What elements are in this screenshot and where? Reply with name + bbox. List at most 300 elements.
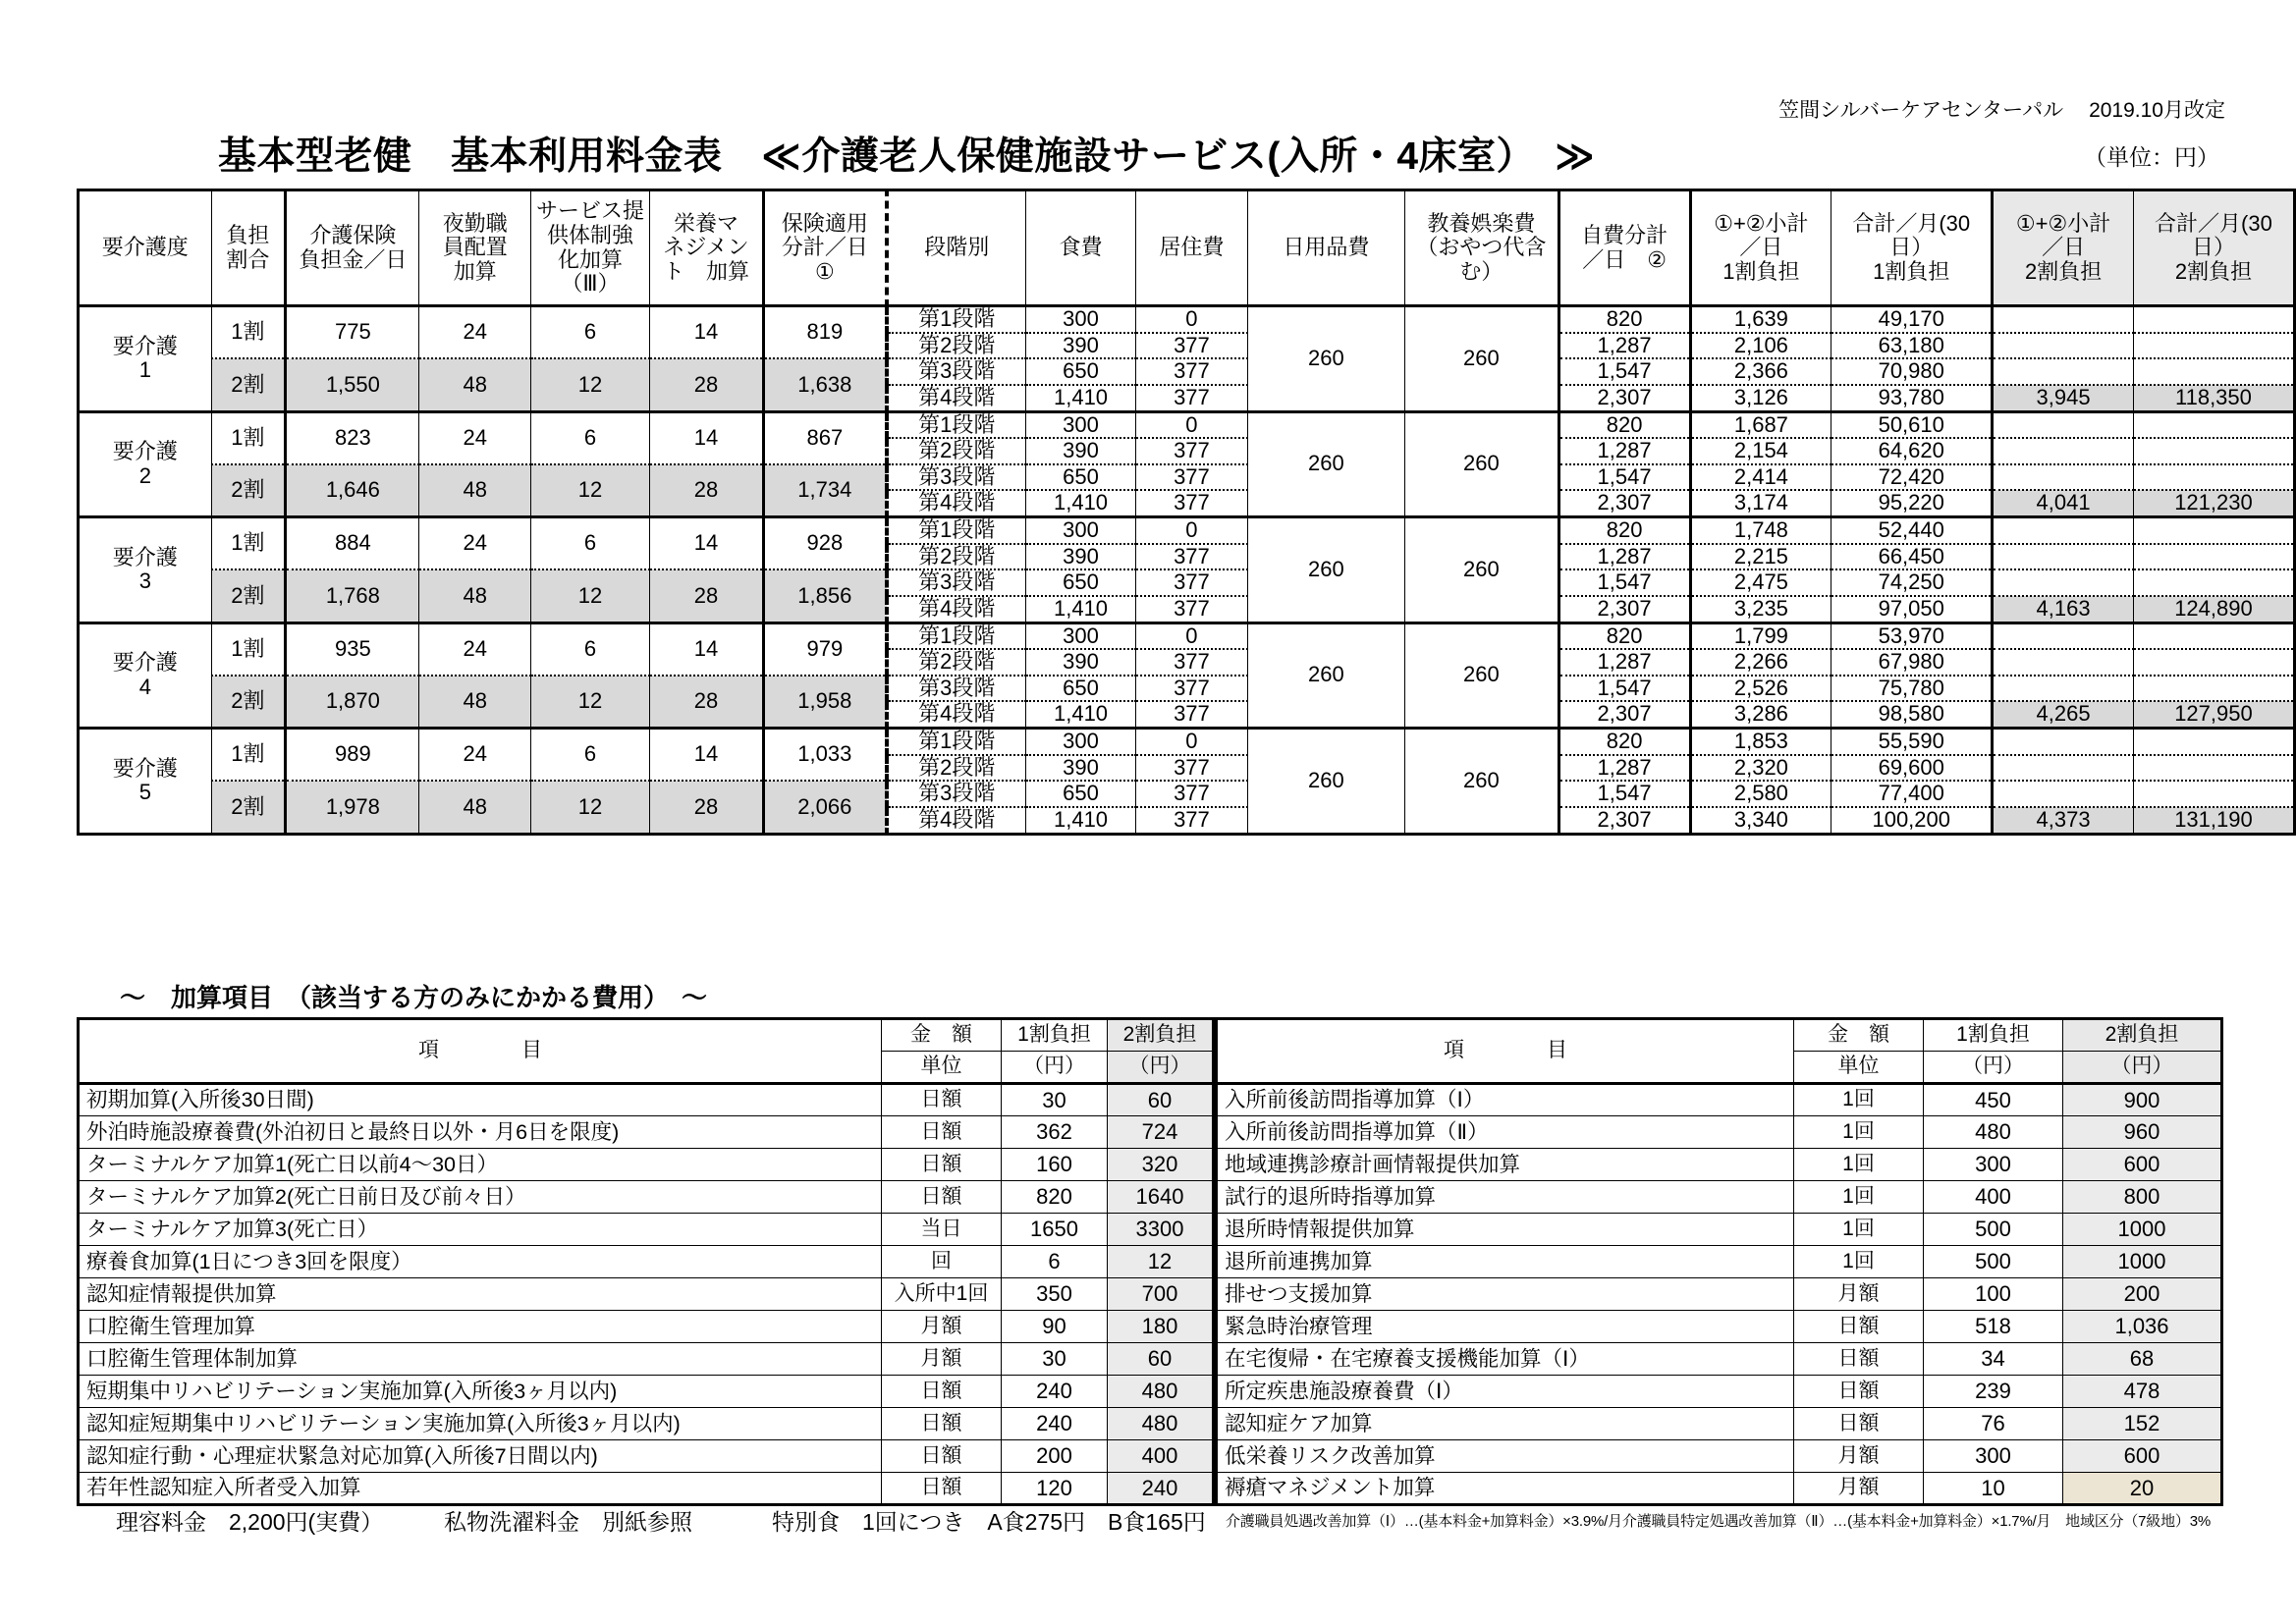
nutrition-fee-cell: 14 xyxy=(650,411,764,464)
insurance-fee-cell: 1,646 xyxy=(286,464,419,517)
addendum-left-header xyxy=(79,1019,1214,1084)
table-row xyxy=(79,569,2295,596)
addendum-right-col-amount: 金 額 xyxy=(1794,1019,1924,1052)
insured-subtotal-cell: 2,066 xyxy=(764,781,887,834)
left-addendum-rate2-value: 180 xyxy=(1108,1311,1214,1343)
left-addendum-rate2-value: 724 xyxy=(1108,1116,1214,1149)
col-burden-rate: 負担 割合 xyxy=(211,190,286,306)
insurance-fee-cell: 989 xyxy=(286,729,419,782)
col-care-level: 要介護度 xyxy=(79,190,212,306)
nutrition-fee-cell: 28 xyxy=(650,676,764,729)
service-iii-fee-cell: 6 xyxy=(530,729,649,782)
table-row xyxy=(79,517,2295,544)
care-level-cell: 要介護 2 xyxy=(79,411,212,517)
insured-subtotal-cell: 979 xyxy=(764,623,887,676)
monthly-1wari-cell: 64,620 xyxy=(1831,438,1993,464)
left-addendum-rate1-value: 90 xyxy=(1002,1311,1108,1343)
meal-fee-cell: 650 xyxy=(1025,569,1135,596)
recreation-fee-cell: 260 xyxy=(1405,729,1558,835)
residence-fee-cell: 377 xyxy=(1136,544,1248,570)
table-row xyxy=(79,464,2295,491)
recreation-fee-cell: 260 xyxy=(1405,517,1558,623)
burden-rate-cell: 1割 xyxy=(211,517,286,570)
selfpay-subtotal-cell: 1,287 xyxy=(1558,755,1690,782)
right-addendum-rate2-value: 152 xyxy=(2063,1408,2222,1440)
monthly-1wari-cell: 49,170 xyxy=(1831,306,1993,333)
meal-fee-cell: 390 xyxy=(1025,544,1135,570)
left-addendum-item-name: 外泊時施設療養費(外泊初日と最終日以外・月6日を限度) xyxy=(79,1116,882,1149)
monthly-2wari-cell: 121,230 xyxy=(2133,490,2294,516)
left-addendum-item-name: ターミナルケア加算1(死亡日以前4〜30日） xyxy=(79,1149,882,1181)
selfpay-subtotal-cell: 1,287 xyxy=(1558,333,1690,359)
col-monthly-2wari: 合計／月(30 日） 2割負担 xyxy=(2133,190,2294,306)
left-addendum-rate2-value: 12 xyxy=(1108,1246,1214,1278)
service-iii-fee-cell: 6 xyxy=(530,411,649,464)
right-addendum-unit: 日額 xyxy=(1794,1343,1924,1376)
left-addendum-unit: 当日 xyxy=(882,1214,1002,1246)
subtotal-2wari-cell xyxy=(1993,623,2134,649)
left-addendum-unit: 回 xyxy=(882,1246,1002,1278)
monthly-1wari-cell: 55,590 xyxy=(1831,729,1993,755)
subtotal-2wari-cell xyxy=(1993,358,2134,385)
subtotal-1wari-cell: 2,475 xyxy=(1690,569,1831,596)
addendum-table-right xyxy=(1215,1017,2223,1506)
monthly-1wari-cell: 66,450 xyxy=(1831,544,1993,570)
insurance-fee-cell: 823 xyxy=(286,411,419,464)
residence-fee-cell: 377 xyxy=(1136,464,1248,491)
right-addendum-unit: 月額 xyxy=(1794,1473,1924,1505)
stage-label-cell: 第4段階 xyxy=(887,385,1026,411)
meal-fee-cell: 650 xyxy=(1025,676,1135,702)
monthly-2wari-cell xyxy=(2133,649,2294,676)
left-addendum-rate2-value: 60 xyxy=(1108,1343,1214,1376)
subtotal-2wari-cell xyxy=(1993,411,2134,438)
meal-fee-cell: 300 xyxy=(1025,517,1135,544)
insured-subtotal-cell: 1,033 xyxy=(764,729,887,782)
residence-fee-cell: 0 xyxy=(1136,517,1248,544)
col-daily-goods: 日用品費 xyxy=(1247,190,1404,306)
insured-subtotal-cell: 867 xyxy=(764,411,887,464)
meal-fee-cell: 390 xyxy=(1025,438,1135,464)
list-item xyxy=(1217,1149,2222,1181)
addendum-table-left xyxy=(77,1017,1215,1506)
burden-rate-cell: 1割 xyxy=(211,623,286,676)
nutrition-fee-cell: 28 xyxy=(650,464,764,517)
left-addendum-rate1-value: 240 xyxy=(1002,1408,1108,1440)
daily-goods-fee-cell: 260 xyxy=(1247,729,1404,835)
right-addendum-rate2-value: 1000 xyxy=(2063,1246,2222,1278)
nutrition-fee-cell: 28 xyxy=(650,781,764,834)
service-iii-fee-cell: 12 xyxy=(530,676,649,729)
left-addendum-rate1-value: 200 xyxy=(1002,1440,1108,1473)
subtotal-1wari-cell: 3,174 xyxy=(1690,490,1831,516)
improvement-addition-note: 介護職員処遇改善加算（Ⅰ）…(基本料金+加算料金）×3.9%/月介護職員特定処遇改善加算（Ⅱ）…(基本料金+加算料金）×1.7%/月 地域区分（7級地）3% xyxy=(1226,1513,2211,1530)
subtotal-1wari-cell: 1,853 xyxy=(1690,729,1831,755)
meal-fee-cell: 1,410 xyxy=(1025,490,1135,516)
right-addendum-item-name: 入所前後訪問指導加算（Ⅰ） xyxy=(1217,1084,1794,1116)
insurance-fee-cell: 775 xyxy=(286,306,419,359)
table-row xyxy=(79,306,2295,333)
night-staff-fee-cell: 48 xyxy=(419,676,531,729)
list-item xyxy=(1217,1278,2222,1311)
revision-date: 2019.10月改定 xyxy=(2089,99,2225,122)
recreation-fee-cell: 260 xyxy=(1405,623,1558,729)
addendum-left-col-yen1: （円） xyxy=(1002,1052,1108,1084)
barber-fee-note: 理容料金 2,200円(実費） xyxy=(116,1509,384,1535)
col-insurance: 介護保険 負担金／日 xyxy=(286,190,419,306)
burden-rate-cell: 1割 xyxy=(211,306,286,359)
selfpay-subtotal-cell: 1,287 xyxy=(1558,438,1690,464)
residence-fee-cell: 377 xyxy=(1136,781,1248,807)
monthly-2wari-cell xyxy=(2133,358,2294,385)
subtotal-1wari-cell: 2,320 xyxy=(1690,755,1831,782)
left-addendum-rate1-value: 30 xyxy=(1002,1343,1108,1376)
service-iii-fee-cell: 12 xyxy=(530,464,649,517)
right-addendum-item-name: 低栄養リスク改善加算 xyxy=(1217,1440,1794,1473)
col-meal: 食費 xyxy=(1025,190,1135,306)
subtotal-1wari-cell: 2,366 xyxy=(1690,358,1831,385)
subtotal-1wari-cell: 2,215 xyxy=(1690,544,1831,570)
selfpay-subtotal-cell: 820 xyxy=(1558,411,1690,438)
stage-label-cell: 第4段階 xyxy=(887,490,1026,516)
left-addendum-item-name: 認知症情報提供加算 xyxy=(79,1278,882,1311)
residence-fee-cell: 0 xyxy=(1136,623,1248,649)
night-staff-fee-cell: 24 xyxy=(419,411,531,464)
right-addendum-rate1-value: 239 xyxy=(1924,1376,2063,1408)
monthly-1wari-cell: 67,980 xyxy=(1831,649,1993,676)
right-addendum-unit: 日額 xyxy=(1794,1408,1924,1440)
left-addendum-rate2-value: 480 xyxy=(1108,1408,1214,1440)
stage-label-cell: 第4段階 xyxy=(887,701,1026,728)
right-addendum-item-name: 入所前後訪問指導加算（Ⅱ） xyxy=(1217,1116,1794,1149)
monthly-2wari-cell xyxy=(2133,623,2294,649)
table-row xyxy=(79,623,2295,649)
left-addendum-rate1-value: 120 xyxy=(1002,1473,1108,1505)
subtotal-2wari-cell: 4,265 xyxy=(1993,701,2134,728)
main-table-header xyxy=(79,190,2295,306)
meal-fee-cell: 390 xyxy=(1025,333,1135,359)
table-row xyxy=(79,781,2295,807)
facility-revision-line xyxy=(1778,94,2225,124)
daily-goods-fee-cell: 260 xyxy=(1247,517,1404,623)
list-item xyxy=(1217,1084,2222,1116)
subtotal-1wari-cell: 3,286 xyxy=(1690,701,1831,728)
addendum-left-col-rate2: 2割負担 xyxy=(1108,1019,1214,1052)
monthly-1wari-cell: 53,970 xyxy=(1831,623,1993,649)
subtotal-1wari-cell: 2,266 xyxy=(1690,649,1831,676)
right-addendum-rate2-value: 600 xyxy=(2063,1149,2222,1181)
daily-goods-fee-cell: 260 xyxy=(1247,623,1404,729)
list-item xyxy=(79,1408,1214,1440)
left-addendum-rate2-value: 320 xyxy=(1108,1149,1214,1181)
col-stage: 段階別 xyxy=(887,190,1026,306)
care-level-cell: 要介護 3 xyxy=(79,517,212,623)
right-addendum-rate1-value: 76 xyxy=(1924,1408,2063,1440)
list-item xyxy=(79,1084,1214,1116)
left-addendum-item-name: 療養食加算(1日につき3回を限度） xyxy=(79,1246,882,1278)
insured-subtotal-cell: 1,734 xyxy=(764,464,887,517)
list-item xyxy=(1217,1116,2222,1149)
service-iii-fee-cell: 12 xyxy=(530,781,649,834)
addendum-right-body xyxy=(1217,1084,2222,1505)
left-addendum-item-name: 若年性認知症入所者受入加算 xyxy=(79,1473,882,1505)
right-addendum-rate1-value: 100 xyxy=(1924,1278,2063,1311)
right-addendum-unit: 月額 xyxy=(1794,1440,1924,1473)
subtotal-1wari-cell: 1,639 xyxy=(1690,306,1831,333)
footer-notes xyxy=(0,1504,2296,1563)
addendum-left-col-unit: 単位 xyxy=(882,1052,1002,1084)
selfpay-subtotal-cell: 2,307 xyxy=(1558,385,1690,411)
right-addendum-rate2-value: 800 xyxy=(2063,1181,2222,1214)
selfpay-subtotal-cell: 2,307 xyxy=(1558,490,1690,516)
subtotal-2wari-cell xyxy=(1993,544,2134,570)
left-addendum-unit: 日額 xyxy=(882,1116,1002,1149)
monthly-1wari-cell: 74,250 xyxy=(1831,569,1993,596)
list-item xyxy=(79,1116,1214,1149)
residence-fee-cell: 0 xyxy=(1136,306,1248,333)
right-addendum-rate2-value: 600 xyxy=(2063,1440,2222,1473)
monthly-2wari-cell: 127,950 xyxy=(2133,701,2294,728)
right-addendum-unit: 月額 xyxy=(1794,1278,1924,1311)
left-addendum-rate2-value: 240 xyxy=(1108,1473,1214,1505)
list-item xyxy=(1217,1181,2222,1214)
table-row xyxy=(79,729,2295,755)
addendum-right-col-item: 項 目 xyxy=(1217,1019,1794,1084)
col-subtotal-1wari: ①+②小計 ／日 1割負担 xyxy=(1690,190,1831,306)
left-addendum-item-name: 認知症行動・心理症状緊急対応加算(入所後7日間以内) xyxy=(79,1440,882,1473)
table-row xyxy=(79,358,2295,385)
stage-label-cell: 第2段階 xyxy=(887,649,1026,676)
care-level-cell: 要介護 5 xyxy=(79,729,212,835)
selfpay-subtotal-cell: 820 xyxy=(1558,517,1690,544)
selfpay-subtotal-cell: 2,307 xyxy=(1558,807,1690,834)
meal-fee-cell: 650 xyxy=(1025,464,1135,491)
monthly-1wari-cell: 97,050 xyxy=(1831,596,1993,623)
subtotal-1wari-cell: 3,235 xyxy=(1690,596,1831,623)
residence-fee-cell: 377 xyxy=(1136,701,1248,728)
right-addendum-item-name: 試行的退所時指導加算 xyxy=(1217,1181,1794,1214)
right-addendum-rate1-value: 10 xyxy=(1924,1473,2063,1505)
selfpay-subtotal-cell: 2,307 xyxy=(1558,701,1690,728)
right-addendum-item-name: 在宅復帰・在宅療養支援機能加算（Ⅰ） xyxy=(1217,1343,1794,1376)
residence-fee-cell: 377 xyxy=(1136,676,1248,702)
right-addendum-rate2-value: 1,036 xyxy=(2063,1311,2222,1343)
list-item xyxy=(79,1311,1214,1343)
list-item xyxy=(1217,1376,2222,1408)
meal-fee-cell: 1,410 xyxy=(1025,596,1135,623)
table-row xyxy=(79,411,2295,438)
insured-subtotal-cell: 928 xyxy=(764,517,887,570)
right-addendum-rate1-value: 500 xyxy=(1924,1214,2063,1246)
subtotal-2wari-cell xyxy=(1993,333,2134,359)
stage-label-cell: 第1段階 xyxy=(887,411,1026,438)
left-addendum-rate1-value: 820 xyxy=(1002,1181,1108,1214)
addendum-tables-wrapper xyxy=(77,1017,2223,1506)
right-addendum-unit: 1回 xyxy=(1794,1084,1924,1116)
addendum-right-col-yen2: （円） xyxy=(2063,1052,2222,1084)
subtotal-2wari-cell: 3,945 xyxy=(1993,385,2134,411)
residence-fee-cell: 377 xyxy=(1136,807,1248,834)
insurance-fee-cell: 1,978 xyxy=(286,781,419,834)
meal-fee-cell: 650 xyxy=(1025,781,1135,807)
list-item xyxy=(79,1343,1214,1376)
monthly-2wari-cell: 124,890 xyxy=(2133,596,2294,623)
care-level-cell: 要介護 1 xyxy=(79,306,212,412)
right-addendum-rate2-value: 68 xyxy=(2063,1343,2222,1376)
subtotal-2wari-cell xyxy=(1993,676,2134,702)
meal-fee-cell: 390 xyxy=(1025,755,1135,782)
burden-rate-cell: 2割 xyxy=(211,464,286,517)
right-addendum-unit: 1回 xyxy=(1794,1116,1924,1149)
stage-label-cell: 第3段階 xyxy=(887,464,1026,491)
monthly-2wari-cell xyxy=(2133,569,2294,596)
list-item xyxy=(79,1278,1214,1311)
col-recreation: 教養娯楽費 （おやつ代含 む） xyxy=(1405,190,1558,306)
col-subtotal-2wari: ①+②小計 ／日 2割負担 xyxy=(1993,190,2134,306)
list-item xyxy=(79,1181,1214,1214)
meal-fee-cell: 1,410 xyxy=(1025,807,1135,834)
burden-rate-cell: 1割 xyxy=(211,729,286,782)
right-addendum-rate1-value: 300 xyxy=(1924,1440,2063,1473)
left-addendum-item-name: 短期集中リハビリテーション実施加算(入所後3ヶ月以内) xyxy=(79,1376,882,1408)
subtotal-1wari-cell: 1,687 xyxy=(1690,411,1831,438)
nutrition-fee-cell: 14 xyxy=(650,623,764,676)
right-addendum-unit: 日額 xyxy=(1794,1376,1924,1408)
left-addendum-rate1-value: 160 xyxy=(1002,1149,1108,1181)
right-addendum-rate2-value: 478 xyxy=(2063,1376,2222,1408)
list-item xyxy=(79,1440,1214,1473)
col-monthly-1wari: 合計／月(30 日） 1割負担 xyxy=(1831,190,1993,306)
addendum-right-col-rate1: 1割負担 xyxy=(1924,1019,2063,1052)
right-addendum-item-name: 排せつ支援加算 xyxy=(1217,1278,1794,1311)
selfpay-subtotal-cell: 820 xyxy=(1558,729,1690,755)
monthly-2wari-cell xyxy=(2133,333,2294,359)
subtotal-2wari-cell xyxy=(1993,464,2134,491)
night-staff-fee-cell: 24 xyxy=(419,306,531,359)
insurance-fee-cell: 935 xyxy=(286,623,419,676)
monthly-1wari-cell: 77,400 xyxy=(1831,781,1993,807)
meal-fee-cell: 300 xyxy=(1025,411,1135,438)
meal-fee-cell: 300 xyxy=(1025,306,1135,333)
meal-fee-cell: 1,410 xyxy=(1025,385,1135,411)
monthly-1wari-cell: 63,180 xyxy=(1831,333,1993,359)
left-addendum-item-name: ターミナルケア加算2(死亡日前日及び前々日） xyxy=(79,1181,882,1214)
monthly-1wari-cell: 100,200 xyxy=(1831,807,1993,834)
meal-fee-cell: 390 xyxy=(1025,649,1135,676)
right-addendum-rate2-value: 200 xyxy=(2063,1278,2222,1311)
meal-fee-cell: 300 xyxy=(1025,729,1135,755)
addendum-left-col-yen2: （円） xyxy=(1108,1052,1214,1084)
table-row xyxy=(79,676,2295,702)
monthly-2wari-cell: 131,190 xyxy=(2133,807,2294,834)
stage-label-cell: 第2段階 xyxy=(887,438,1026,464)
right-addendum-rate2-value: 20 xyxy=(2063,1473,2222,1505)
monthly-1wari-cell: 75,780 xyxy=(1831,676,1993,702)
list-item xyxy=(79,1473,1214,1505)
left-addendum-rate1-value: 30 xyxy=(1002,1084,1108,1116)
burden-rate-cell: 2割 xyxy=(211,358,286,411)
special-meal-note: 特別食 1回につき A食275円 B食165円 xyxy=(772,1509,1206,1535)
night-staff-fee-cell: 48 xyxy=(419,781,531,834)
list-item xyxy=(79,1376,1214,1408)
night-staff-fee-cell: 24 xyxy=(419,729,531,782)
residence-fee-cell: 377 xyxy=(1136,385,1248,411)
residence-fee-cell: 377 xyxy=(1136,333,1248,359)
monthly-1wari-cell: 93,780 xyxy=(1831,385,1993,411)
col-service-iii: サービス提 供体制強 化加算 （Ⅲ） xyxy=(530,190,649,306)
left-addendum-rate2-value: 60 xyxy=(1108,1084,1214,1116)
addendum-right-col-unit: 単位 xyxy=(1794,1052,1924,1084)
burden-rate-cell: 2割 xyxy=(211,569,286,623)
residence-fee-cell: 377 xyxy=(1136,596,1248,623)
monthly-2wari-cell xyxy=(2133,438,2294,464)
left-addendum-rate2-value: 480 xyxy=(1108,1376,1214,1408)
monthly-1wari-cell: 52,440 xyxy=(1831,517,1993,544)
nutrition-fee-cell: 14 xyxy=(650,729,764,782)
right-addendum-unit: 1回 xyxy=(1794,1181,1924,1214)
addendum-right-header xyxy=(1217,1019,2222,1084)
left-addendum-rate1-value: 350 xyxy=(1002,1278,1108,1311)
left-addendum-rate2-value: 700 xyxy=(1108,1278,1214,1311)
stage-label-cell: 第1段階 xyxy=(887,517,1026,544)
subtotal-2wari-cell xyxy=(1993,649,2134,676)
meal-fee-cell: 650 xyxy=(1025,358,1135,385)
subtotal-2wari-cell xyxy=(1993,569,2134,596)
right-addendum-rate1-value: 480 xyxy=(1924,1116,2063,1149)
insured-subtotal-cell: 1,958 xyxy=(764,676,887,729)
right-addendum-rate2-value: 1000 xyxy=(2063,1214,2222,1246)
right-addendum-rate1-value: 450 xyxy=(1924,1084,2063,1116)
selfpay-subtotal-cell: 2,307 xyxy=(1558,596,1690,623)
subtotal-2wari-cell xyxy=(1993,781,2134,807)
stage-label-cell: 第2段階 xyxy=(887,544,1026,570)
list-item xyxy=(1217,1440,2222,1473)
residence-fee-cell: 0 xyxy=(1136,411,1248,438)
right-addendum-item-name: 退所時情報提供加算 xyxy=(1217,1214,1794,1246)
subtotal-2wari-cell xyxy=(1993,517,2134,544)
subtotal-1wari-cell: 2,580 xyxy=(1690,781,1831,807)
stage-label-cell: 第2段階 xyxy=(887,755,1026,782)
service-iii-fee-cell: 6 xyxy=(530,306,649,359)
selfpay-subtotal-cell: 820 xyxy=(1558,306,1690,333)
left-addendum-rate2-value: 400 xyxy=(1108,1440,1214,1473)
nutrition-fee-cell: 14 xyxy=(650,306,764,359)
insured-subtotal-cell: 819 xyxy=(764,306,887,359)
right-addendum-unit: 1回 xyxy=(1794,1246,1924,1278)
stage-label-cell: 第3段階 xyxy=(887,358,1026,385)
subtotal-1wari-cell: 2,154 xyxy=(1690,438,1831,464)
residence-fee-cell: 377 xyxy=(1136,358,1248,385)
stage-label-cell: 第3段階 xyxy=(887,569,1026,596)
facility-name: 笠間シルバーケアセンターパル xyxy=(1778,99,2064,122)
list-item xyxy=(1217,1473,2222,1505)
list-item xyxy=(79,1246,1214,1278)
subtotal-1wari-cell: 2,106 xyxy=(1690,333,1831,359)
subtotal-2wari-cell xyxy=(1993,755,2134,782)
nutrition-fee-cell: 28 xyxy=(650,569,764,623)
left-addendum-item-name: 口腔衛生管理体制加算 xyxy=(79,1343,882,1376)
night-staff-fee-cell: 48 xyxy=(419,358,531,411)
subtotal-1wari-cell: 2,414 xyxy=(1690,464,1831,491)
insurance-fee-cell: 1,550 xyxy=(286,358,419,411)
right-addendum-rate2-value: 900 xyxy=(2063,1084,2222,1116)
left-addendum-rate1-value: 6 xyxy=(1002,1246,1108,1278)
addendum-left-col-rate1: 1割負担 xyxy=(1002,1019,1108,1052)
subtotal-1wari-cell: 3,126 xyxy=(1690,385,1831,411)
left-addendum-unit: 日額 xyxy=(882,1376,1002,1408)
right-addendum-unit: 1回 xyxy=(1794,1149,1924,1181)
right-addendum-rate1-value: 300 xyxy=(1924,1149,2063,1181)
